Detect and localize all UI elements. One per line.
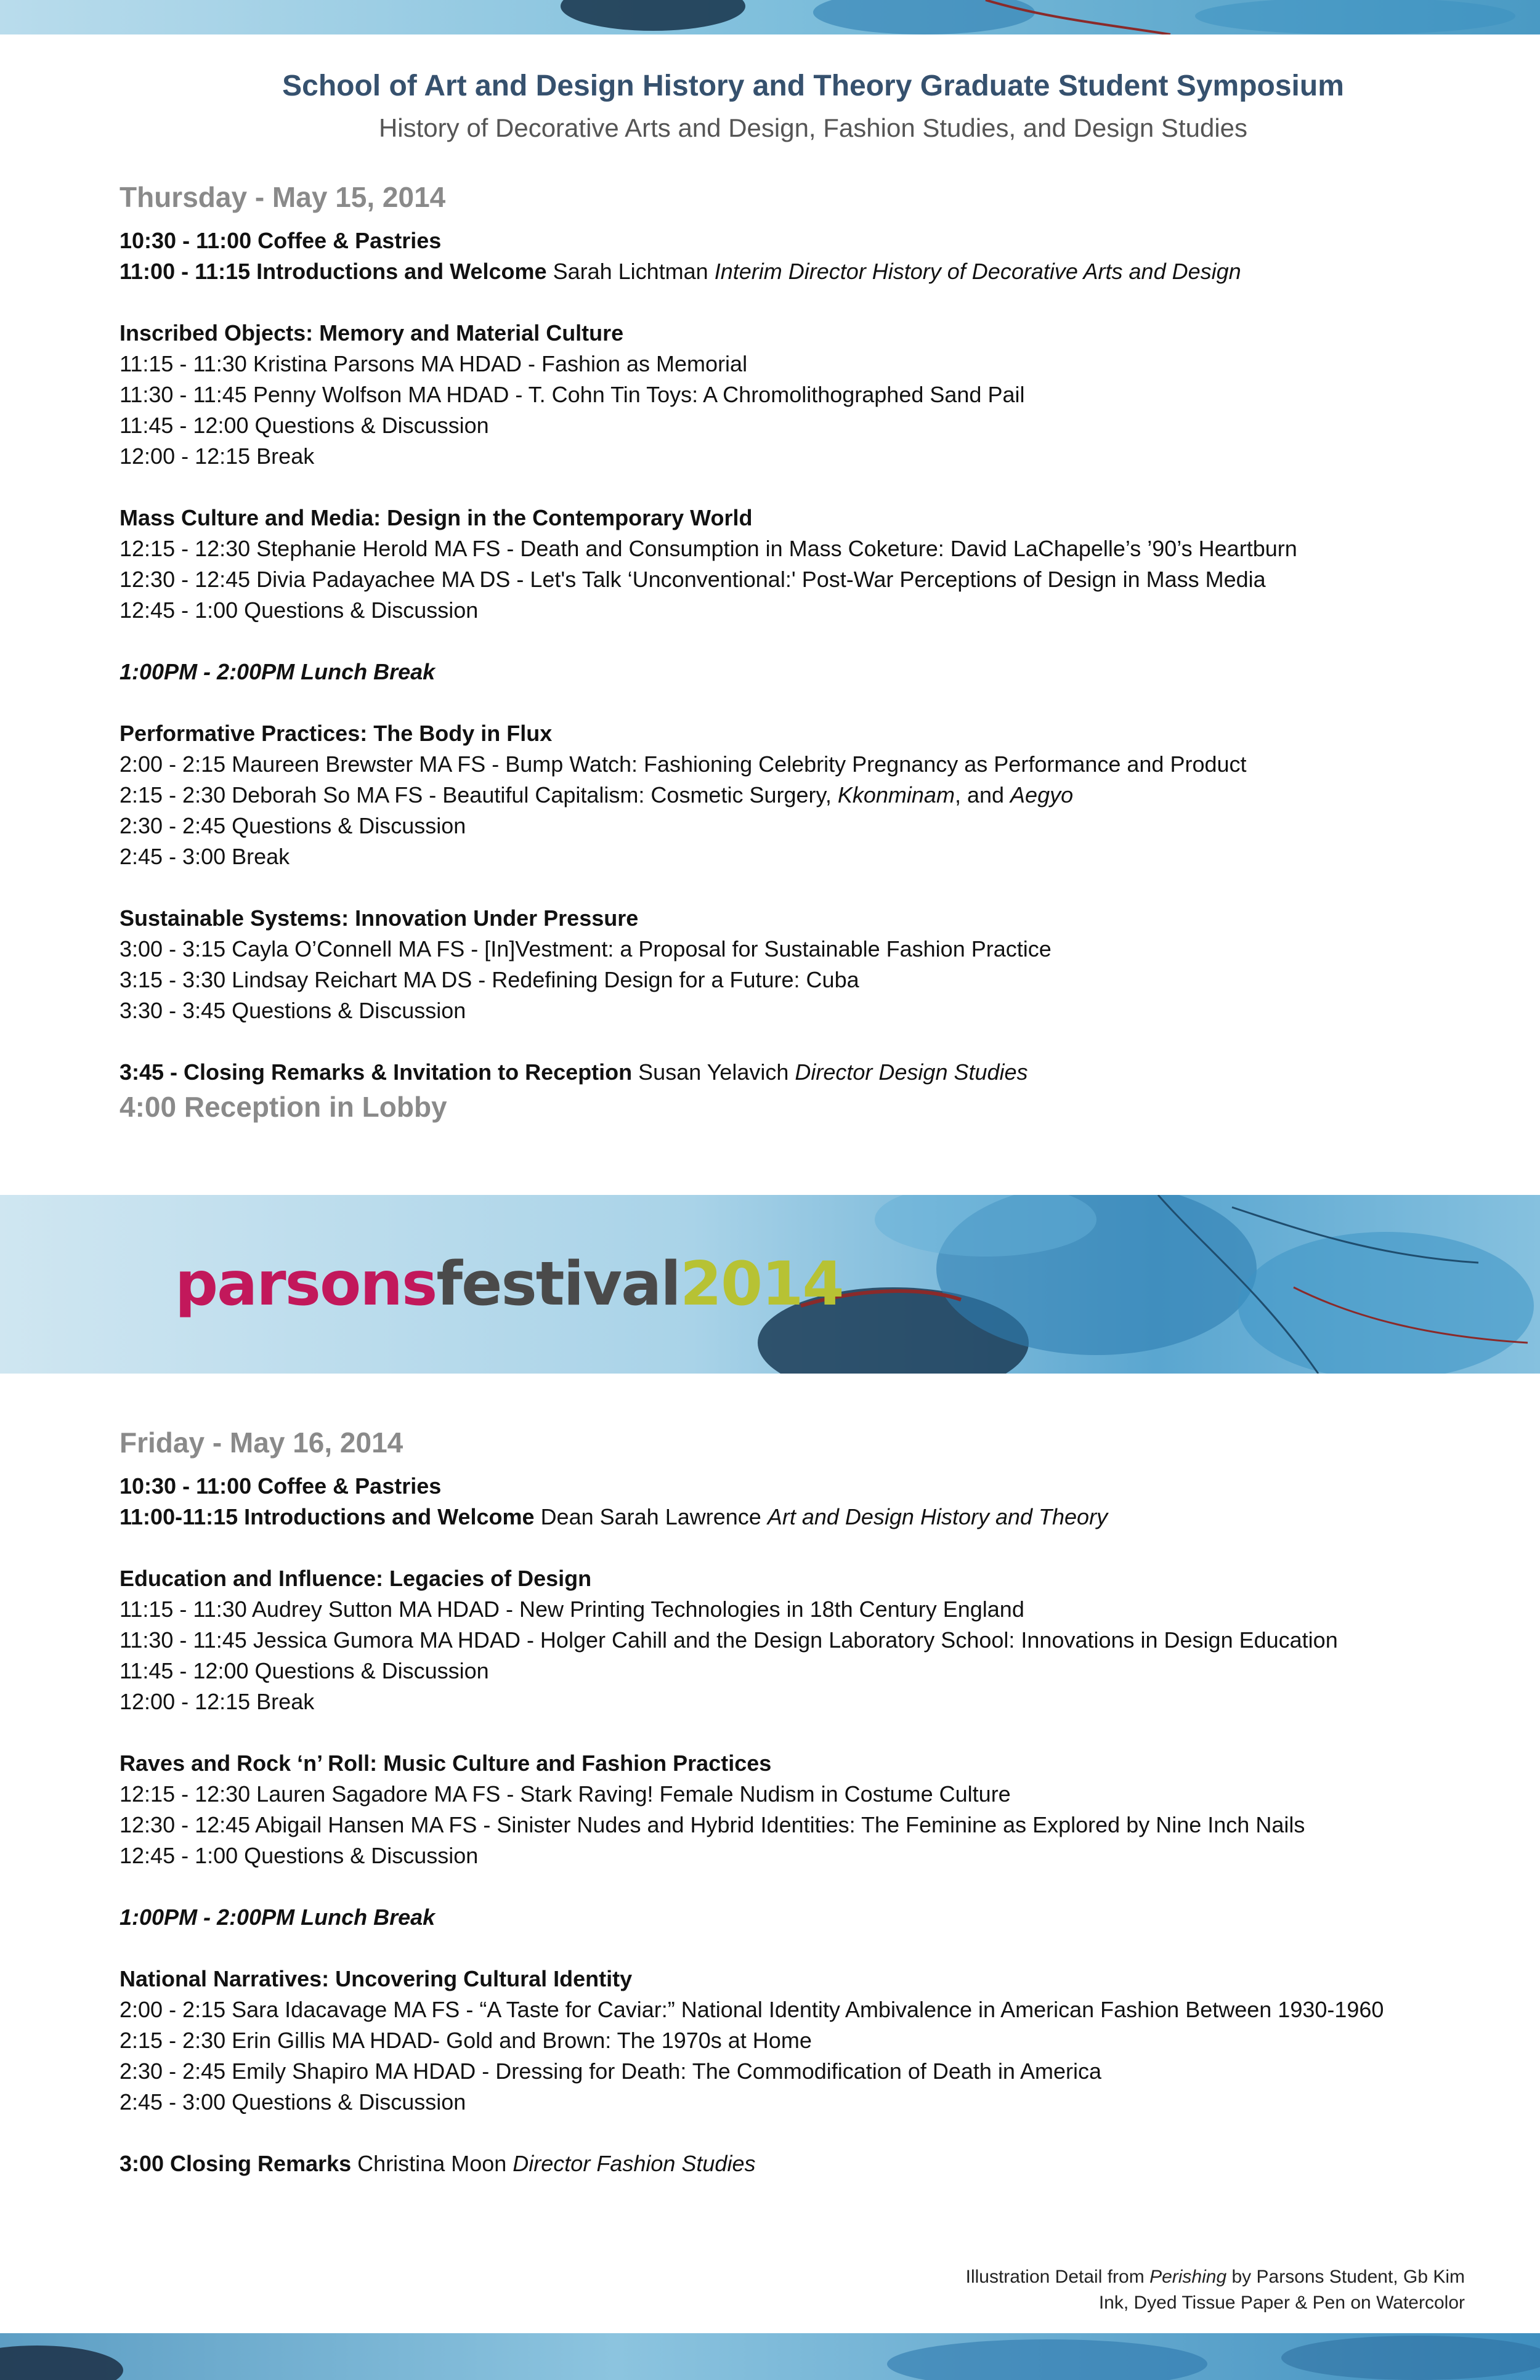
speaker-role: Director Fashion Studies — [513, 2151, 756, 2176]
schedule-line: 3:15 - 3:30 Lindsay Reichart MA DS - Redefining Design for a Future: Cuba — [120, 967, 859, 992]
page-subtitle: History of Decorative Arts and Design, Fashion Studies, and Design Studies — [378, 113, 1248, 142]
schedule-line: 12:30 - 12:45 Abigail Hansen MA FS - Sinister Nudes and Hybrid Identities: The Feminine as Explored by Nine Inch Nails — [120, 1812, 1305, 1837]
logo-part-year: 2014 — [679, 1249, 843, 1319]
schedule-line: 2:30 - 2:45 Questions & Discussion — [120, 813, 466, 838]
intro-label: 11:00 - 11:15 Introductions and Welcome — [120, 259, 547, 284]
logo-part-festival: festival — [436, 1249, 680, 1319]
top-watercolor-band — [0, 0, 1540, 34]
panel-title: Inscribed Objects: Memory and Material Culture — [120, 320, 624, 346]
artwork-title: Perishing — [1149, 2267, 1227, 2287]
schedule-line: 12:45 - 1:00 Questions & Discussion — [120, 1843, 479, 1868]
schedule-line — [120, 1502, 1487, 1532]
bottom-watercolor-band — [0, 2333, 1540, 2380]
schedule-line: 10:30 - 11:00 Coffee & Pastries — [120, 1473, 442, 1499]
schedule-line: 11:30 - 11:45 Penny Wolfson MA HDAD - T. Cohn Tin Toys: A Chromolithographed Sand Pail — [120, 382, 1025, 407]
schedule-line: 12:00 - 12:15 Break — [120, 1689, 315, 1714]
schedule-line: 12:15 - 12:30 Stephanie Herold MA FS - Death and Consumption in Mass Coketure: David LaChapelle’s ’90’s Heartburn — [120, 536, 1297, 561]
panel-title: Performative Practices: The Body in Flux — [120, 721, 553, 746]
parsons-festival-logo — [175, 1250, 843, 1318]
talk-italic: Aegyo — [1010, 782, 1074, 808]
schedule-line: 2:45 - 3:00 Break — [120, 844, 290, 869]
credit-line-1 — [966, 2264, 1465, 2290]
panel-title: Sustainable Systems: Innovation Under Pressure — [120, 905, 639, 931]
speaker-role: Art and Design History and Theory — [767, 1504, 1108, 1529]
schedule-line: 3:00 - 3:15 Cayla O’Connell MA FS - [In]Vestment: a Proposal for Sustainable Fashion Practice — [120, 936, 1052, 961]
day-heading: Friday - May 16, 2014 — [120, 1427, 403, 1459]
schedule-line: 11:15 - 11:30 Audrey Sutton MA HDAD - New Printing Technologies in 18th Century England — [120, 1597, 1024, 1622]
day-heading: Thursday - May 15, 2014 — [120, 181, 446, 213]
schedule-line: 11:15 - 11:30 Kristina Parsons MA HDAD - Fashion as Memorial — [120, 351, 748, 376]
speaker-name: Christina Moon — [357, 2151, 507, 2176]
credit-text: Illustration Detail from — [965, 2267, 1145, 2287]
schedule-line: 11:30 - 11:45 Jessica Gumora MA HDAD - Holger Cahill and the Design Laboratory School: Innovations in Design Education — [120, 1627, 1338, 1653]
reception-note: 4:00 Reception in Lobby — [120, 1091, 447, 1123]
closing-label: 3:45 - Closing Remarks & Invitation to Reception — [120, 1059, 633, 1085]
schedule-line: 10:30 - 11:00 Coffee & Pastries — [120, 228, 442, 253]
panel-title: Education and Influence: Legacies of Design — [120, 1566, 592, 1591]
schedule-line: 11:45 - 12:00 Questions & Discussion — [120, 413, 489, 438]
page-title: School of Art and Design History and Theory Graduate Student Symposium — [282, 70, 1344, 102]
speaker-name: Sarah Lichtman — [553, 259, 708, 284]
credit-line-2: Ink, Dyed Tissue Paper & Pen on Watercolor — [1098, 2293, 1465, 2313]
schedule-line: 12:15 - 12:30 Lauren Sagadore MA FS - Stark Raving! Female Nudism in Costume Culture — [120, 1781, 1011, 1807]
schedule-line — [120, 256, 1487, 287]
panel-title: Mass Culture and Media: Design in the Contemporary World — [120, 505, 753, 530]
intro-label: 11:00-11:15 Introductions and Welcome — [120, 1504, 535, 1529]
speaker-name: Susan Yelavich — [638, 1059, 789, 1085]
schedule-line: 12:00 - 12:15 Break — [120, 443, 315, 469]
schedule-line: 12:45 - 1:00 Questions & Discussion — [120, 597, 479, 623]
talk-italic: Kkonminam — [837, 782, 955, 808]
illustration-credit — [966, 2264, 1465, 2316]
schedule-line: 11:45 - 12:00 Questions & Discussion — [120, 1658, 489, 1683]
schedule-line: 2:00 - 2:15 Sara Idacavage MA FS - “A Taste for Caviar:” National Identity Ambivalence in American Fashion Between 1930-1960 — [120, 1997, 1384, 2022]
talk-text: , and — [954, 782, 1005, 808]
credit-text: by Parsons Student, Gb Kim — [1231, 2267, 1465, 2287]
speaker-role: Interim Director History of Decorative Arts and Design — [714, 259, 1241, 284]
speaker-name: Dean Sarah Lawrence — [540, 1504, 761, 1529]
panel-title: National Narratives: Uncovering Cultural Identity — [120, 1966, 633, 1991]
schedule-line: 12:30 - 12:45 Divia Padayachee MA DS - Let's Talk ‘Unconventional:' Post-War Perceptions of Design in Mass Media — [120, 567, 1266, 592]
closing-line — [120, 1057, 1487, 1088]
friday-schedule — [120, 1425, 1487, 2179]
closing-line — [120, 2148, 1487, 2179]
thursday-schedule — [120, 180, 1487, 1125]
closing-label: 3:00 Closing Remarks — [120, 2151, 352, 2176]
schedule-line — [120, 780, 1487, 811]
schedule-line: 2:30 - 2:45 Emily Shapiro MA HDAD - Dressing for Death: The Commodification of Death in America — [120, 2058, 1102, 2084]
logo-part-parsons: parsons — [175, 1249, 437, 1319]
schedule-line: 2:15 - 2:30 Erin Gillis MA HDAD- Gold and Brown: The 1970s at Home — [120, 2028, 812, 2053]
schedule-line: 2:45 - 3:00 Questions & Discussion — [120, 2089, 466, 2115]
schedule-line: 3:30 - 3:45 Questions & Discussion — [120, 998, 466, 1023]
speaker-role: Director Design Studies — [795, 1059, 1028, 1085]
talk-text: 2:15 - 2:30 Deborah So MA FS - Beautiful Capitalism: Cosmetic Surgery, — [120, 782, 832, 808]
lunch-break: 1:00PM - 2:00PM Lunch Break — [120, 1904, 436, 1930]
lunch-break: 1:00PM - 2:00PM Lunch Break — [120, 659, 436, 684]
panel-title: Raves and Rock ‘n’ Roll: Music Culture and Fashion Practices — [120, 1751, 772, 1776]
schedule-line: 2:00 - 2:15 Maureen Brewster MA FS - Bump Watch: Fashioning Celebrity Pregnancy as Performance and Product — [120, 751, 1247, 777]
